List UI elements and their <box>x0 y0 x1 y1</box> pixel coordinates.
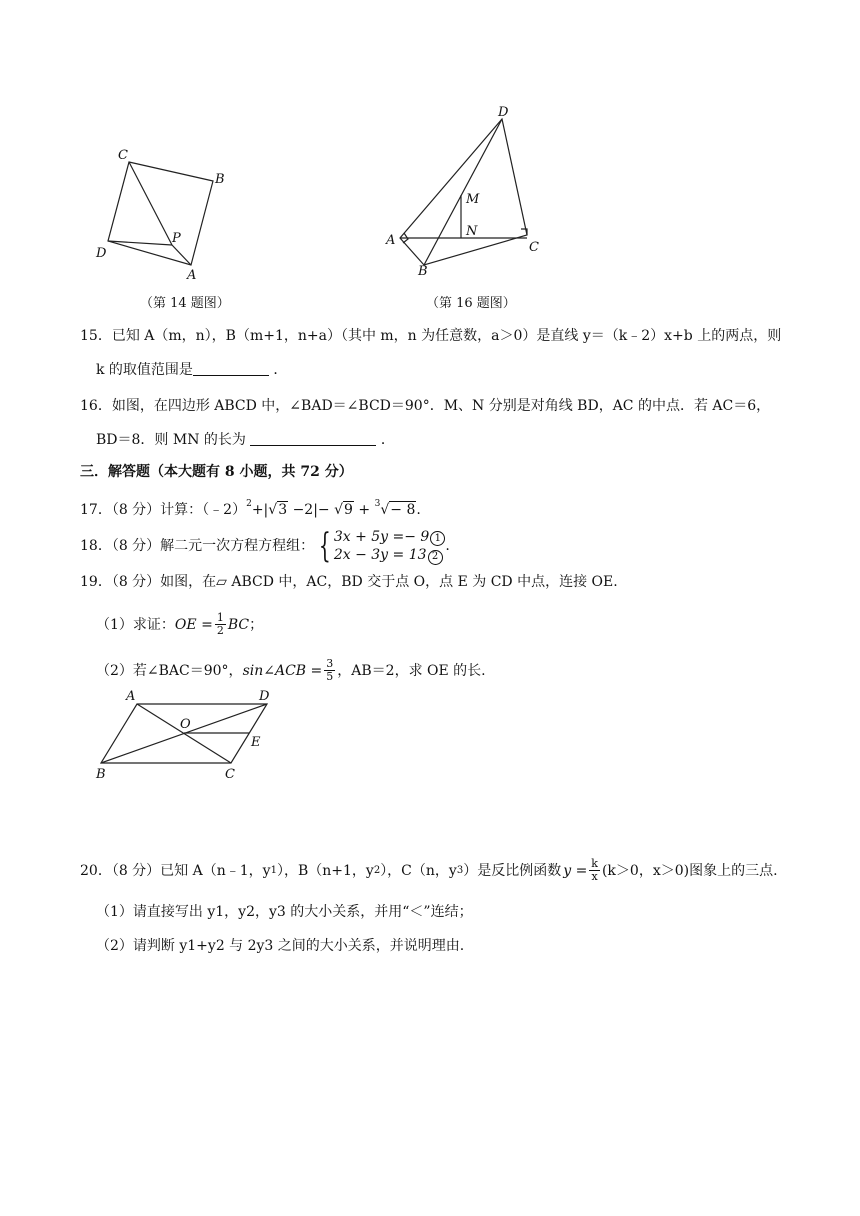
q15-end: ． <box>268 362 288 378</box>
function-y: y = <box>563 862 588 879</box>
q16-answer-blank[interactable] <box>250 431 376 446</box>
q16-prompt: BD＝8．则 MN 的长为 <box>96 432 246 448</box>
label-b: B <box>215 172 225 187</box>
q19-p1-lhs: OE = <box>174 616 213 633</box>
q17-cbrt: √− 8 <box>380 502 416 518</box>
label-o: O <box>180 717 191 732</box>
q19-p2-prefix: （2）若∠BAC＝90°， <box>96 662 243 679</box>
fraction-k-over-x: $\frac{k}{x}$ <box>591 857 598 883</box>
q17-pre: 17．（8 分）计算：（﹣2） <box>80 502 247 518</box>
figure-16 <box>380 105 550 285</box>
label-b: B <box>418 264 428 279</box>
q17-root-index: 3 <box>374 499 381 509</box>
label-a: A <box>386 233 396 248</box>
label-p: P <box>172 231 181 246</box>
question-18 <box>80 526 450 566</box>
label-c: C <box>225 767 235 782</box>
label-c: C <box>118 148 128 163</box>
question-19-stem: 19．（8 分）如图，在▱ ABCD 中，AC，BD 交于点 O，点 E 为 CD 中点，连接 OE. <box>80 574 618 590</box>
q17-mid1: +| <box>251 502 269 518</box>
label-n: N <box>466 224 478 239</box>
q17-sqrt9: √9 <box>334 502 353 518</box>
label-e: E <box>251 735 261 750</box>
fraction-one-half: $\frac{1}{2}$ <box>216 611 224 637</box>
q15-prompt: k 的取值范围是 <box>96 362 193 378</box>
q18-pre: 18．（8 分）解二元一次方程方程组： <box>80 538 315 554</box>
q20-mid2: ），C（n，y <box>380 862 457 879</box>
equation-1: 3x + 5y =− 9 1 <box>334 528 446 547</box>
q19-p1-post: ； <box>249 616 264 633</box>
question-20-part1: （1）请直接写出 y1，y2，y3 的大小关系，并用“＜”连结； <box>96 904 473 920</box>
subscript-1: 1 <box>270 864 277 876</box>
circle-mark-1: 1 <box>430 531 445 546</box>
label-b: B <box>96 767 106 782</box>
section-heading: 三．解答题（本大题有 8 小题，共 72 分） <box>80 464 353 480</box>
label-d: D <box>259 689 270 704</box>
question-16-line1: 16．如图，在四边形 ABCD 中，∠BAD＝∠BCD＝90°．M、N 分别是对角线 BD，AC 的中点．若 AC＝6， <box>80 398 771 414</box>
q17-rad2: 9 <box>344 502 353 518</box>
q20-mid1: ），B（n+1，y <box>276 862 374 879</box>
q19-p2-post: ，AB＝2，求 OE 的长. <box>337 662 486 679</box>
q20-pre: 20．（8 分）已知 A（n﹣1，y <box>80 862 271 879</box>
figure-14-caption: （第 14 题图） <box>140 296 230 311</box>
q17-mid3: + <box>353 502 375 518</box>
q19-p1-prefix: （1）求证： <box>96 616 175 633</box>
label-m: M <box>466 192 480 207</box>
q17-sqrt3: √3 <box>268 502 288 518</box>
question-19-part2 <box>96 658 486 683</box>
brace: { <box>319 526 331 566</box>
q17-mid2: −2|− <box>288 502 335 518</box>
function-condition: (k＞0，x＞0) <box>601 862 690 879</box>
question-20-part2: （2）请判断 y1+y2 与 2y3 之间的大小关系，并说明理由. <box>96 938 465 954</box>
q17-exponent: 2 <box>246 499 252 509</box>
quadrilateral-diagram <box>90 140 250 290</box>
parallelogram-diagram <box>92 686 278 786</box>
question-15-line1: 15．已知 A（m，n），B（m+1，n+a）（其中 m，n 为任意数，a＞0）是直线 y＝（k﹣2）x+b 上的两点，则 <box>80 328 782 344</box>
figure-14 <box>90 140 250 290</box>
label-d: D <box>498 105 509 120</box>
q15-answer-blank[interactable] <box>193 361 269 376</box>
figure-19 <box>92 686 278 786</box>
q19-sin-expression: sin∠ACB = <box>242 662 323 679</box>
fraction-three-fifths: $\frac{3}{5}$ <box>326 657 334 683</box>
question-17 <box>80 494 421 520</box>
label-a: A <box>187 268 197 283</box>
q17-post: . <box>416 502 421 518</box>
label-d: D <box>96 246 107 261</box>
q20-post: 图象上的三点. <box>689 862 778 879</box>
figure-16-caption: （第 16 题图） <box>426 296 516 311</box>
subscript-2: 2 <box>373 864 381 876</box>
q17-rad3: − 8 <box>390 502 416 518</box>
circle-mark-2: 2 <box>428 550 443 565</box>
q19-p1-rhs: BC <box>227 616 250 633</box>
q16-end: ． <box>380 432 395 448</box>
q20-mid3: ）是反比例函数 <box>463 862 562 879</box>
equation-system <box>314 528 445 565</box>
question-15-line2 <box>96 360 287 380</box>
label-a: A <box>126 689 136 704</box>
equation-2: 2x − 3y = 13 2 <box>334 546 446 565</box>
question-20-stem <box>80 858 778 883</box>
subscript-3: 3 <box>456 864 464 876</box>
quadrilateral-midpoint-diagram <box>380 105 550 285</box>
q18-post: . <box>445 538 450 554</box>
label-c: C <box>529 240 539 255</box>
question-19-part1 <box>96 612 263 637</box>
question-16-line2 <box>96 430 395 450</box>
q17-rad1: 3 <box>278 502 288 518</box>
